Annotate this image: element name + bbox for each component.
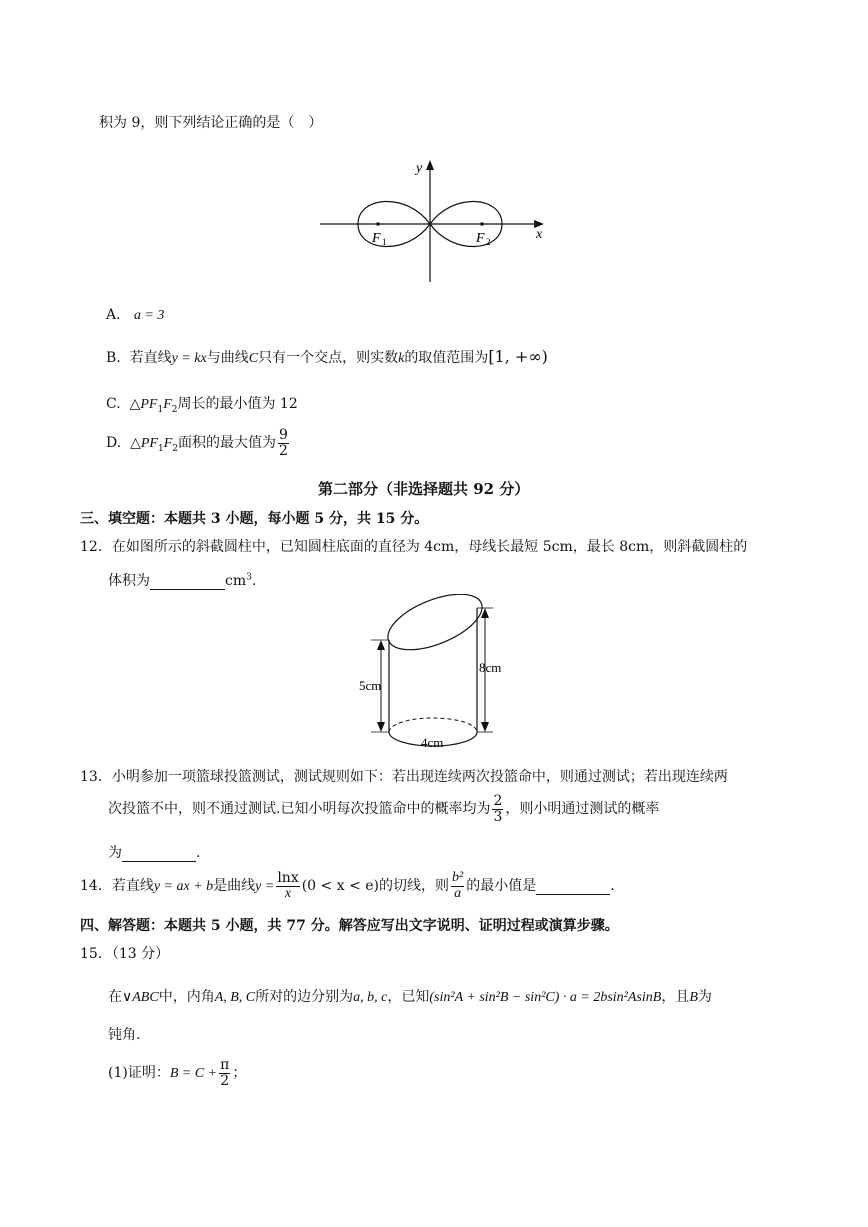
q14-num: 14． xyxy=(80,878,112,895)
q15-t2: 所对的边分别为 xyxy=(255,989,354,1005)
option-b xyxy=(106,347,548,367)
q15-line1-prefix: 在∨ xyxy=(108,989,133,1005)
option-d-f2: F xyxy=(163,436,173,452)
q15-pi-num: π xyxy=(220,1057,230,1073)
q13-fraction xyxy=(492,794,503,824)
option-c-f2: F xyxy=(163,397,172,412)
q12-answer-blank[interactable] xyxy=(150,573,225,590)
option-c-sub1: 1 xyxy=(157,404,164,415)
option-d-sub2: 2 xyxy=(172,443,178,454)
f1-point xyxy=(376,222,380,226)
q12-line1 xyxy=(80,536,747,556)
option-b-end: 的取值范围为 xyxy=(404,350,489,366)
q15-abc: ABC xyxy=(132,990,159,1005)
label-4cm: 4cm xyxy=(421,735,444,750)
label-5cm: 5cm xyxy=(359,678,382,693)
q14-a-den: a xyxy=(454,885,462,901)
intro-line: 积为 9，则下列结论正确的是（ ） xyxy=(99,115,323,131)
option-b-range: [1, +∞) xyxy=(488,347,548,366)
q13-line1 xyxy=(80,766,728,786)
f2-label: F xyxy=(476,231,485,246)
section3-title: 三、填空题：本题共 3 小题，每小题 5 分，共 15 分。 xyxy=(80,511,429,527)
f2-point xyxy=(480,222,484,226)
q15-t5: 为 xyxy=(697,989,712,1005)
q14-line-expr: y = ax + b xyxy=(153,879,214,895)
q15-t4: ，且 xyxy=(661,989,690,1005)
q15-t3: ，已知 xyxy=(387,989,430,1005)
q14-answer-blank[interactable] xyxy=(536,878,610,895)
q12-end: . xyxy=(251,573,257,589)
q15-line2: 钝角. xyxy=(108,1027,141,1043)
option-c-triangle: △PF xyxy=(129,397,158,412)
q15-part1 xyxy=(108,1058,246,1088)
q14-y-eq: y = xyxy=(255,879,275,895)
label-8cm: 8cm xyxy=(479,660,502,675)
option-a-letter: A. xyxy=(106,307,121,323)
option-d-letter: D. xyxy=(106,435,122,452)
q13-line2-suffix: ，则小明通过测试的概率 xyxy=(505,801,660,818)
q14-middle: 是曲线 xyxy=(213,878,256,895)
option-b-suffix: 只有一个交点，则实数 xyxy=(258,350,399,366)
q14-suffix: 的最小值是 xyxy=(466,878,537,895)
q13-line3 xyxy=(108,842,200,862)
q15-line1 xyxy=(108,986,712,1006)
option-b-prefix: 若直线 xyxy=(129,350,172,366)
f1-label: F xyxy=(372,231,381,246)
f1-sub: 1 xyxy=(382,237,387,247)
q15-part1-prefix: (1)证明： xyxy=(108,1065,170,1082)
q12-text1: 在如图所示的斜截圆柱中，已知圆柱底面的直径为 4cm，母线长最短 5cm，最长 8cm，则斜截圆柱的 xyxy=(111,539,748,555)
q15-part1-end: ； xyxy=(232,1065,247,1082)
q12-num: 12． xyxy=(80,539,112,555)
option-a-expr: a = 3 xyxy=(133,308,165,323)
q12-unit: cm xyxy=(225,573,247,589)
q15-part1-expr: B = C + xyxy=(169,1066,218,1082)
q14-after: 的切线，则 xyxy=(379,878,449,895)
q13-frac-den: 3 xyxy=(493,808,503,825)
lemniscate-figure xyxy=(312,152,552,286)
option-d-sub1: 1 xyxy=(157,443,164,454)
option-d-triangle: △PF xyxy=(130,436,158,452)
q14-frac-num: lnx xyxy=(277,870,299,886)
q13-frac-num: 2 xyxy=(493,793,503,809)
q14-b2-num: b² xyxy=(452,870,464,885)
y-axis-arrow xyxy=(426,160,434,170)
option-b-middle: 与曲线 xyxy=(206,350,249,366)
top-ellipse xyxy=(380,594,489,661)
section4-title: 四、解答题：本题共 5 小题，共 77 分。解答应写出文字说明、证明过程或演算步骤。 xyxy=(80,918,619,934)
q14-domain: (0 < x < e) xyxy=(301,878,379,895)
option-c-sub2: 2 xyxy=(171,404,178,415)
q13-line2-prefix: 次投篮不中，则不通过测试.已知小明每次投篮命中的概率均为 xyxy=(108,801,491,818)
y-label: y xyxy=(416,161,423,176)
q14-b2a-fraction xyxy=(451,871,464,901)
option-c xyxy=(106,393,298,415)
cylinder-figure xyxy=(355,594,515,754)
option-d-text: 面积的最大值为 xyxy=(178,435,276,452)
q14-line xyxy=(80,871,615,901)
option-b-k: k xyxy=(398,351,405,366)
option-c-letter: C. xyxy=(106,396,121,412)
x-label: x xyxy=(536,227,543,242)
option-d xyxy=(106,428,291,458)
q15-angles: A, B, C xyxy=(214,990,256,1005)
q13-end: . xyxy=(196,845,201,861)
q15-header: 15．（13 分） xyxy=(80,946,170,962)
q13-line3-prefix: 为 xyxy=(108,845,122,861)
part2-title: 第二部分（非选择题共 92 分） xyxy=(318,480,530,498)
option-b-curve: C xyxy=(248,351,259,366)
q13-answer-blank[interactable] xyxy=(122,845,196,862)
option-b-line-expr: y = kx xyxy=(171,351,207,366)
q15-pi-fraction xyxy=(219,1058,230,1088)
q14-frac-den: x xyxy=(284,885,292,901)
q14-prefix: 若直线 xyxy=(111,878,154,895)
q12-line2 xyxy=(108,570,256,590)
option-d-den: 2 xyxy=(279,442,288,459)
option-d-num: 9 xyxy=(279,427,288,443)
q15-t1: 中，内角 xyxy=(158,989,215,1005)
q15-equation: (sin²A + sin²B − sin²C) · a = 2bsin²AsinB xyxy=(429,990,662,1005)
q15-sides: a, b, c xyxy=(353,990,388,1005)
q13-num: 13． xyxy=(80,769,112,785)
option-a xyxy=(106,307,164,324)
q12-line2-prefix: 体积为 xyxy=(108,573,150,589)
option-b-letter: B. xyxy=(106,350,121,366)
option-c-text: 周长的最小值为 12 xyxy=(177,396,298,412)
f2-sub: 2 xyxy=(486,237,491,247)
q15-pi-den: 2 xyxy=(220,1072,230,1089)
option-d-fraction xyxy=(278,428,289,458)
q14-end: . xyxy=(610,878,615,895)
bottom-back-arc xyxy=(389,718,477,732)
q13-line2 xyxy=(108,794,659,824)
q15-b-var: B xyxy=(689,990,698,1005)
q13-text1: 小明参加一项篮球投篮测试，测试规则如下：若出现连续两次投篮命中，则通过测试；若出现连续两 xyxy=(111,769,728,785)
q12-unit-sup: 3 xyxy=(246,572,252,583)
q14-ln-fraction xyxy=(276,871,299,901)
